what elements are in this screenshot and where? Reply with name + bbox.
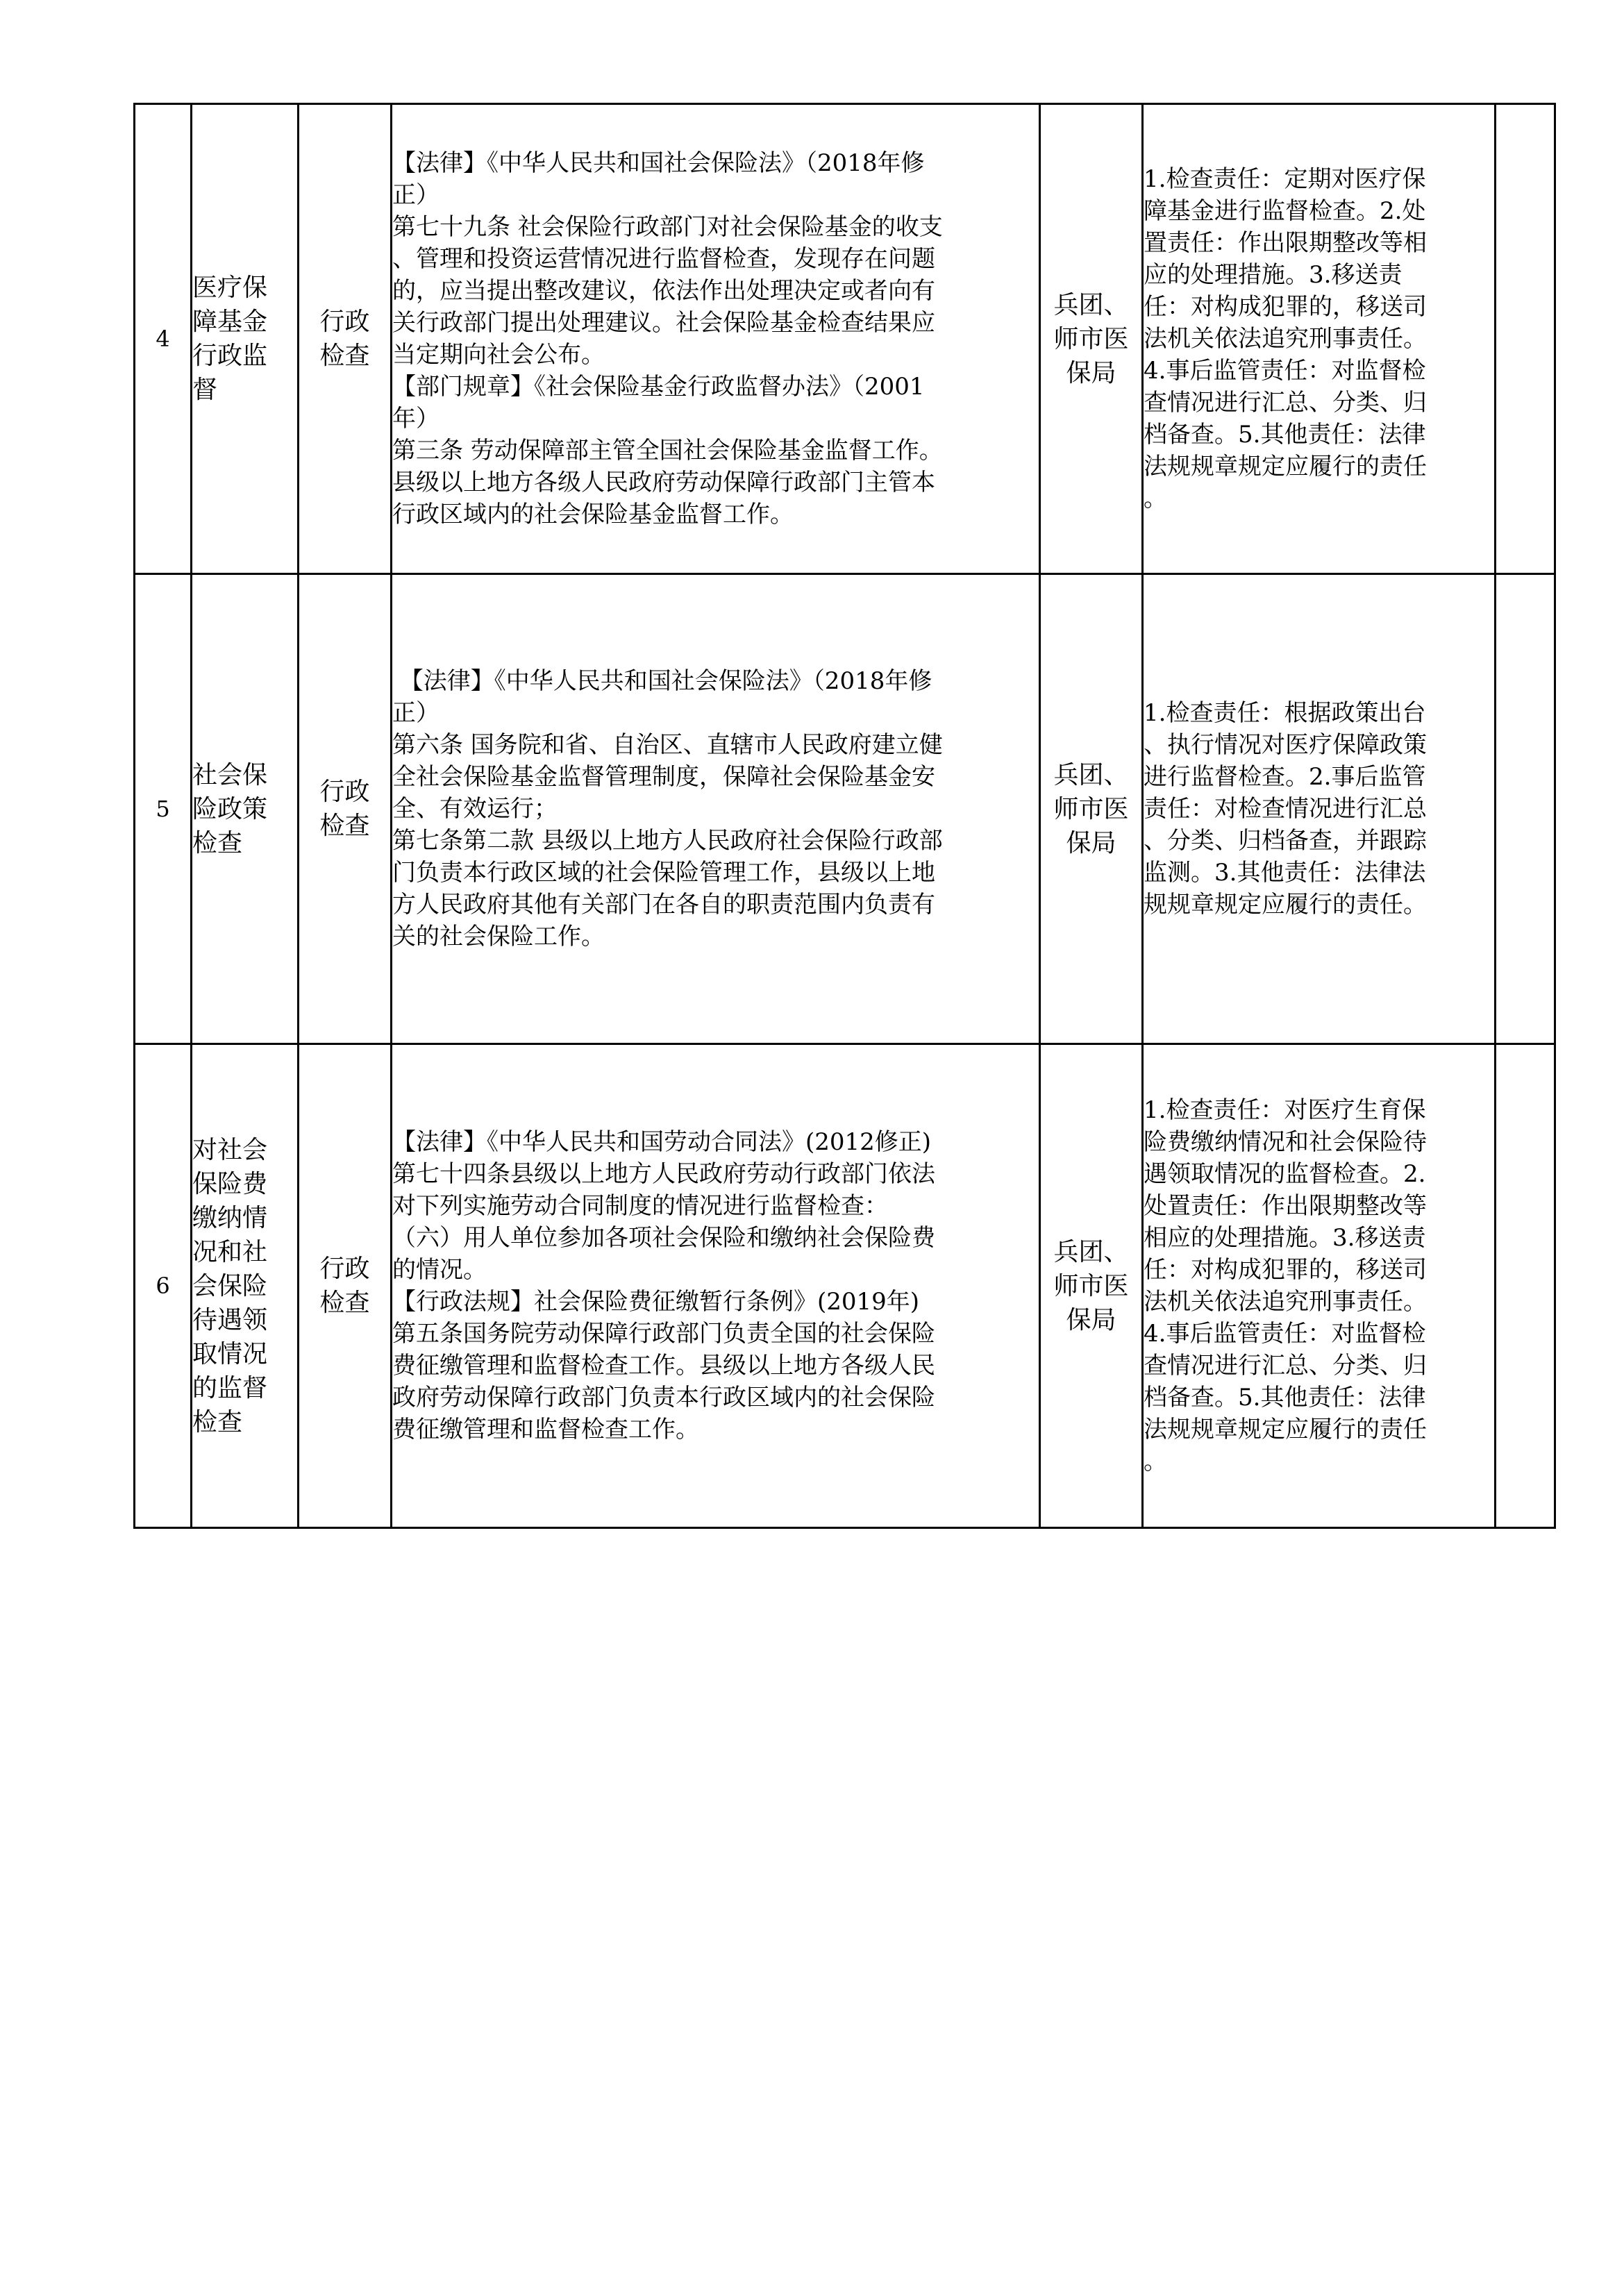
table-body <box>135 104 1555 1528</box>
item-type-line: 行政 <box>319 1255 370 1283</box>
department-cell <box>1040 1044 1143 1528</box>
department-line: 兵团、 <box>1053 1237 1129 1266</box>
responsibility-line: 。 <box>1144 485 1167 512</box>
responsibility-line: 1.检查责任：定期对医疗保 <box>1144 165 1426 193</box>
legal-basis-line: （六）用人单位参加各项社会保险和缴纳社会保险费 <box>392 1224 935 1252</box>
table-row <box>135 574 1555 1044</box>
item-name-line: 检查 <box>192 1407 243 1436</box>
legal-basis-line: 当定期向社会公布。 <box>392 341 605 369</box>
legal-basis-line: 第六条 国务院和省、自治区、直辖市人民政府建立健 <box>392 731 943 759</box>
legal-basis-line: 对下列实施劳动合同制度的情况进行监督检查： <box>392 1192 888 1220</box>
legal-basis-line: 全、有效运行； <box>392 795 558 823</box>
item-type-line: 行政 <box>319 308 370 336</box>
responsibility-line: 相应的处理措施。3.移送责 <box>1144 1224 1426 1252</box>
item-name-line: 取情况 <box>192 1339 268 1368</box>
legal-basis-line: 的情况。 <box>392 1256 487 1284</box>
responsibility-line: 1.检查责任：根据政策出台 <box>1144 699 1426 727</box>
department-line: 师市医 <box>1053 794 1129 823</box>
department-line: 兵团、 <box>1053 290 1129 319</box>
legal-basis-line: 关行政部门提出处理建议。社会保险基金检查结果应 <box>392 309 935 337</box>
legal-basis-line: 【部门规章】《社会保险基金行政监督办法》（2001 <box>392 373 925 401</box>
department-line: 兵团、 <box>1053 760 1129 789</box>
item-type-line: 检查 <box>319 342 370 370</box>
responsibility-line: 任：对构成犯罪的，移送司 <box>1144 1256 1427 1284</box>
item-name-line: 社会保 <box>192 760 268 789</box>
power-list-table <box>133 103 1556 1529</box>
legal-basis-line: 政府劳动保障行政部门负责本行政区域内的社会保险 <box>392 1384 935 1411</box>
legal-basis-line: 行政区域内的社会保险基金监督工作。 <box>392 501 794 528</box>
legal-basis-line: 县级以上地方各级人民政府劳动保障行政部门主管本 <box>392 469 935 496</box>
responsibility-line: 进行监督检查。2.事后监管 <box>1144 763 1426 791</box>
legal-basis-line: 方人民政府其他有关部门在各自的职责范围内负责有 <box>392 891 935 919</box>
department-line: 保局 <box>1066 358 1116 387</box>
responsibility-line: 法规规章规定应履行的责任 <box>1144 1416 1427 1443</box>
responsibility-line: 、分类、归档备查，并跟踪 <box>1144 827 1427 855</box>
responsibility-line: 档备查。5.其他责任：法律 <box>1144 1384 1426 1411</box>
legal-basis-line: 第七条第二款 县级以上地方人民政府社会保险行政部 <box>392 827 943 855</box>
row-number-cell: 6 <box>135 1044 192 1528</box>
department-line: 保局 <box>1066 1305 1116 1334</box>
department-line: 保局 <box>1066 828 1116 857</box>
item-name-line: 保险费 <box>192 1169 268 1198</box>
item-type-line: 检查 <box>319 812 370 840</box>
legal-basis-line: 正） <box>392 181 440 209</box>
legal-basis-line: 【法律】《中华人民共和国社会保险法》（2018年修 <box>392 667 932 695</box>
department-line: 师市医 <box>1053 324 1129 353</box>
legal-basis-cell <box>392 1044 1040 1528</box>
row-number-cell: 4 <box>135 104 192 574</box>
responsibility-line: 查情况进行汇总、分类、归 <box>1144 389 1427 417</box>
legal-basis-line: 第三条 劳动保障部主管全国社会保险基金监督工作。 <box>392 437 943 464</box>
item-type-line: 检查 <box>319 1289 370 1317</box>
legal-basis-line: 【行政法规】社会保险费征缴暂行条例》(2019年) <box>392 1288 920 1316</box>
item-type-cell <box>299 104 392 574</box>
responsibility-line: 置责任：作出限期整改等相 <box>1144 229 1427 257</box>
legal-basis-line: 费征缴管理和监督检查工作。县级以上地方各级人民 <box>392 1352 935 1380</box>
legal-basis-line: 第五条国务院劳动保障行政部门负责全国的社会保险 <box>392 1320 935 1348</box>
item-name-line: 行政监 <box>192 342 268 370</box>
item-name-cell <box>192 104 299 574</box>
responsibility-line: 。 <box>1144 1448 1167 1475</box>
legal-basis-line: 、管理和投资运营情况进行监督检查，发现存在问题 <box>392 245 935 273</box>
remarks-cell <box>1496 1044 1555 1528</box>
responsibility-line: 4.事后监管责任：对监督检 <box>1144 357 1426 385</box>
responsibility-line: 法规规章规定应履行的责任 <box>1144 453 1427 480</box>
item-name-cell <box>192 1044 299 1528</box>
table-row <box>135 1044 1555 1528</box>
legal-basis-line: 【法律】《中华人民共和国社会保险法》（2018年修 <box>392 149 925 177</box>
responsibility-line: 险费缴纳情况和社会保险待 <box>1144 1128 1427 1156</box>
item-name-line: 督 <box>192 376 218 404</box>
responsibility-line: 监测。3.其他责任：法律法 <box>1144 859 1426 887</box>
item-name-line: 待遇领 <box>192 1305 268 1334</box>
item-name-line: 医疗保 <box>192 274 268 302</box>
item-name-line: 的监督 <box>192 1373 268 1402</box>
legal-basis-line: 的，应当提出整改建议，依法作出处理决定或者向有 <box>392 277 935 305</box>
item-name-line: 对社会 <box>192 1135 268 1164</box>
item-name-line: 缴纳情 <box>192 1203 268 1232</box>
legal-basis-line: 门负责本行政区域的社会保险管理工作，县级以上地 <box>392 859 935 887</box>
responsibility-line: 1.检查责任：对医疗生育保 <box>1144 1096 1426 1124</box>
legal-basis-line: 【法律】《中华人民共和国劳动合同法》(2012修正) <box>392 1128 932 1156</box>
item-type-line: 行政 <box>319 778 370 806</box>
row-number-cell: 5 <box>135 574 192 1044</box>
responsibility-line: 遇领取情况的监督检查。2. <box>1144 1160 1426 1188</box>
responsibility-line: 4.事后监管责任：对监督检 <box>1144 1320 1426 1348</box>
legal-basis-cell <box>392 574 1040 1044</box>
remarks-cell <box>1496 574 1555 1044</box>
responsibility-cell <box>1143 1044 1496 1528</box>
item-name-line: 障基金 <box>192 308 268 336</box>
table-row <box>135 104 1555 574</box>
item-type-cell <box>299 1044 392 1528</box>
responsibility-line: 任：对构成犯罪的，移送司 <box>1144 293 1427 321</box>
responsibility-line: 障基金进行监督检查。2.处 <box>1144 197 1426 225</box>
responsibility-line: 查情况进行汇总、分类、归 <box>1144 1352 1427 1380</box>
responsibility-line: 责任：对检查情况进行汇总 <box>1144 795 1427 823</box>
item-name-line: 会保险 <box>192 1271 268 1300</box>
legal-basis-line: 第七十四条县级以上地方人民政府劳动行政部门依法 <box>392 1160 935 1188</box>
legal-basis-line: 全社会保险基金监督管理制度，保障社会保险基金安 <box>392 763 935 791</box>
department-cell <box>1040 104 1143 574</box>
responsibility-line: 档备查。5.其他责任：法律 <box>1144 421 1426 449</box>
responsibility-cell <box>1143 104 1496 574</box>
responsibility-line: 规规章规定应履行的责任。 <box>1144 891 1427 919</box>
item-name-cell <box>192 574 299 1044</box>
responsibility-line: 法机关依法追究刑事责任。 <box>1144 1288 1427 1316</box>
remarks-cell <box>1496 104 1555 574</box>
responsibility-cell <box>1143 574 1496 1044</box>
legal-basis-cell <box>392 104 1040 574</box>
responsibility-line: 、执行情况对医疗保障政策 <box>1144 731 1427 759</box>
department-cell <box>1040 574 1143 1044</box>
responsibility-line: 应的处理措施。3.移送责 <box>1144 261 1403 289</box>
department-line: 师市医 <box>1053 1271 1129 1300</box>
item-name-line: 检查 <box>192 828 243 857</box>
legal-basis-line: 正） <box>392 699 440 727</box>
legal-basis-line: 关的社会保险工作。 <box>392 923 605 950</box>
item-name-line: 险政策 <box>192 794 268 823</box>
item-type-cell <box>299 574 392 1044</box>
legal-basis-line: 费征缴管理和监督检查工作。 <box>392 1416 699 1443</box>
legal-basis-line: 第七十九条 社会保险行政部门对社会保险基金的收支 <box>392 213 943 241</box>
legal-basis-line: 年） <box>392 405 440 433</box>
responsibility-line: 法机关依法追究刑事责任。 <box>1144 325 1427 353</box>
item-name-line: 况和社 <box>192 1237 268 1266</box>
responsibility-line: 处置责任：作出限期整改等 <box>1144 1192 1427 1220</box>
